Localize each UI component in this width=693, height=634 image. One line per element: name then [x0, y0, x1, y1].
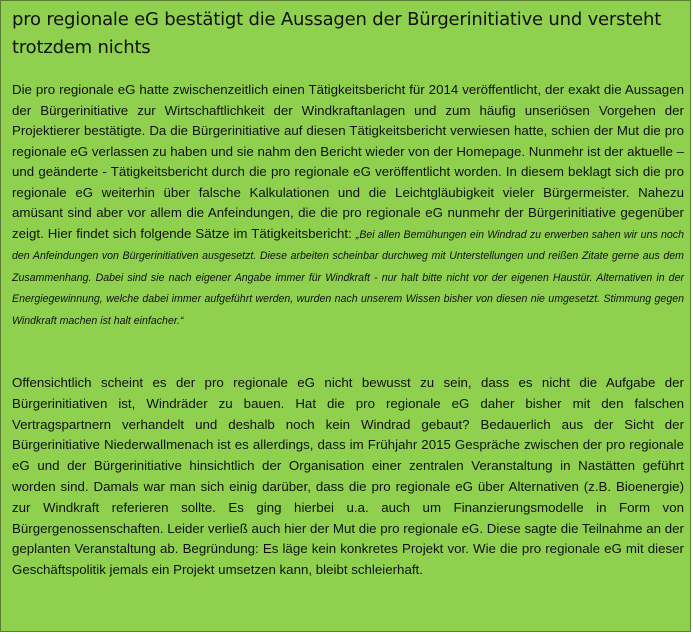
- paragraph-1: [12, 80, 684, 331]
- paragraph-1-text: Die pro regionale eG hatte zwischenzeitlich einen Tätigkeitsbericht für 2014 veröffentlicht, der exakt die Aussagen der Bürgerinitiative zur Wirtschaftlichkeit der Windkraftanlagen und zum häufig unseriösen Vorgehen der Projektierer bestätigte. Da die Bürgerinitiative auf diesen Tätigkeitsbericht verwiesen hatte, schien der Mut die pro regionale eG verlassen zu haben und sie nahm den Bericht wieder von der Homepage. Nunmehr ist der aktuelle – und geänderte - Tätigkeitsbericht durch die pro regionale eG veröffentlicht worden. In diesem beklagt sich die pro regionale eG weiterhin über falsche Kalkulationen und die Leichtgläubigkeit vieler Bürgermeister. Nahezu amüsant sind aber vor allem die Anfeindungen, die die pro regionale eG nunmehr der Bürgerinitiative gegenüber zeigt. Hier findet sich folgende Sätze im Tätigkeitsbericht:: [12, 82, 684, 241]
- article-title: pro regionale eG bestätigt die Aussagen der Bürgerinitiative und versteht trotzdem nichts: [12, 9, 662, 58]
- report-quote: „Bei allen Bemühungen ein Windrad zu erwerben sahen wir uns noch den Anfeindungen von Bürgerinitiativen ausgesetzt. Diese arbeiten scheinbar durchweg mit Unterstellungen und reißen Zitate gerne aus dem Zusammenhang. Dabei sind sie nach eigener Angabe immer für Windkraft - nur halt bitte nicht vor der eigenen Haustür. Alternativen in der Energiegewinnung, welche dabei immer aufgeführt werden, wurden nach unserem Wissen bisher von diesen nie umgesetzt. Stimmung gegen Windkraft machen ist halt einfacher.“: [12, 228, 684, 327]
- paragraph-2: Offensichtlich scheint es der pro regionale eG nicht bewusst zu sein, dass es nicht die Aufgabe der Bürgerinitiativen ist, Windräder zu bauen. Hat die pro regionale eG daher bisher mit den falschen Vertragspartnern verhandelt und deshalb noch kein Windrad gebaut? Bedauerlich aus der Sicht der Bürgerinitiative Niederwallmenach ist es allerdings, dass im Frühjahr 2015 Gespräche zwischen der pro regionale eG und der Bürgerinitiative hinsichtlich der Organisation einer zentralen Veranstaltung in Nastätten geführt worden sind. Damals war man sich einig darüber, dass die pro regionale eG über Alternativen (z.B. Bioenergie) zur Windkraft referieren sollte. Es ging hierbei u.a. auch um Finanzierungsmodelle in Form von Bürgergenossenschaften. Leider verließ auch hier der Mut die pro regionale eG. Diese sagte die Teilnahme an der geplanten Veranstaltung ab. Begründung: Es läge kein konkretes Projekt vor. Wie die pro regionale eG mit dieser Geschäftspolitik jemals ein Projekt umsetzen kann, bleibt schleierhaft.: [12, 375, 684, 578]
